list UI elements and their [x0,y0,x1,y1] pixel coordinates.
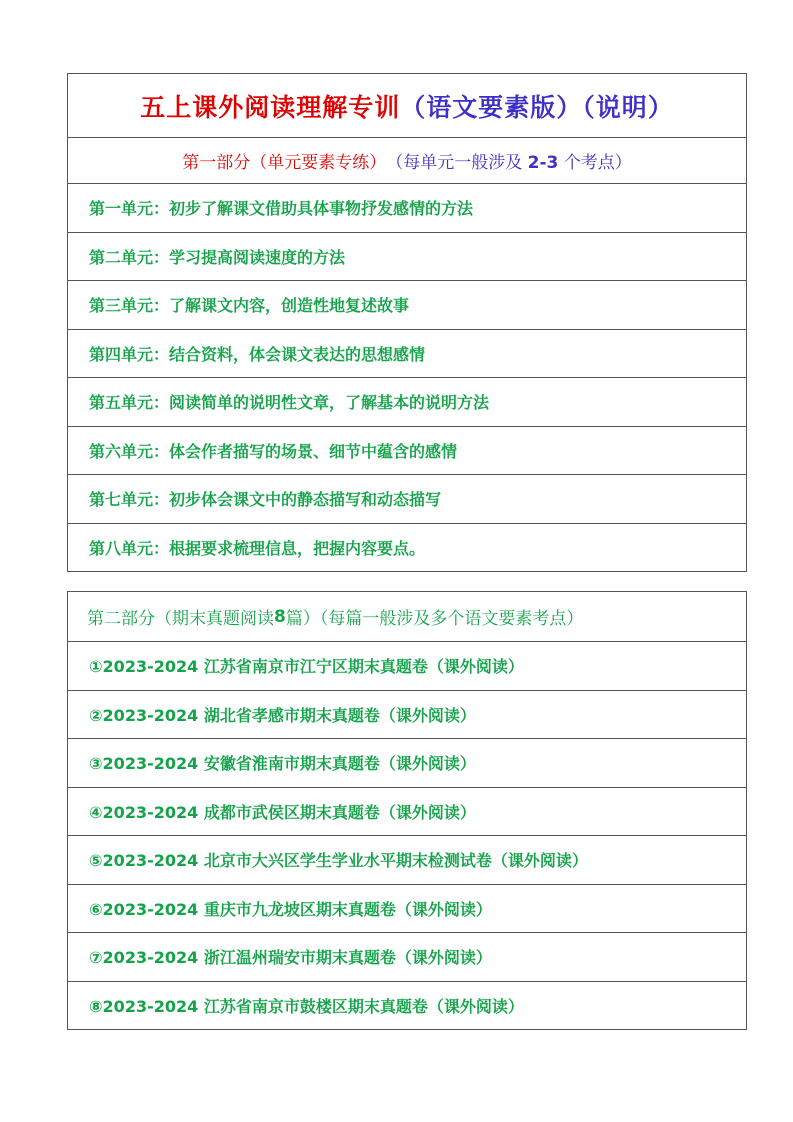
unit-row-3: 第三单元：了解课文内容，创造性地复述故事 [68,280,746,329]
paper-row-3: ③2023-2024 安徽省淮南市期末真题卷（课外阅读） [68,738,746,787]
part1-subtitle-note [386,148,632,173]
unit-row-1: 第一单元：初步了解课文借助具体事物抒发感情的方法 [68,183,746,232]
part2-header-num: 8 [274,606,286,627]
paper-row-6: ⑥2023-2024 重庆市九龙坡区期末真题卷（课外阅读） [68,884,746,933]
part1-subtitle-name: 第一部分（单元要素专练） [182,153,387,173]
paper-row-2: ②2023-2024 湖北省孝感市期末真题卷（课外阅读） [68,690,746,739]
document-title [68,74,746,137]
unit-row-2: 第二单元：学习提高阅读速度的方法 [68,232,746,281]
unit-row-7: 第七单元：初步体会课文中的静态描写和动态描写 [68,474,746,523]
part2-header [68,592,746,641]
paper-row-5: ⑤2023-2024 北京市大兴区学生学业水平期末检测试卷（课外阅读） [68,835,746,884]
unit-row-4: 第四单元：结合资料，体会课文表达的思想感情 [68,329,746,378]
part2-header-text-a: 第二部分（期末真题阅读 [87,609,274,629]
paper-row-7: ⑦2023-2024 浙江温州瑞安市期末真题卷（课外阅读） [68,932,746,981]
part1-note-text-b: 个考点） [558,153,632,173]
title-main: 五上课外阅读理解专训 [140,92,401,122]
unit-row-6: 第六单元：体会作者描写的场景、细节中蕴含的感情 [68,426,746,475]
part2-table [67,591,747,1030]
unit-row-8: 第八单元：根据要求梳理信息，把握内容要点。 [68,523,746,572]
part1-table [67,73,747,572]
paper-row-4: ④2023-2024 成都市武侯区期末真题卷（课外阅读） [68,787,746,836]
title-paren: （语文要素版）（说明） [400,92,674,122]
part2-header-text-b: 篇）（每篇一般涉及多个语文要素考点） [285,609,584,629]
unit-row-5: 第五单元：阅读简单的说明性文章，了解基本的说明方法 [68,377,746,426]
paper-row-1: ①2023-2024 江苏省南京市江宁区期末真题卷（课外阅读） [68,641,746,690]
part1-note-text-a: （每单元一般涉及 [386,153,528,173]
paper-row-8: ⑧2023-2024 江苏省南京市鼓楼区期末真题卷（课外阅读） [68,981,746,1030]
part1-note-num: 2-3 [527,153,559,173]
part1-subtitle [68,137,746,183]
